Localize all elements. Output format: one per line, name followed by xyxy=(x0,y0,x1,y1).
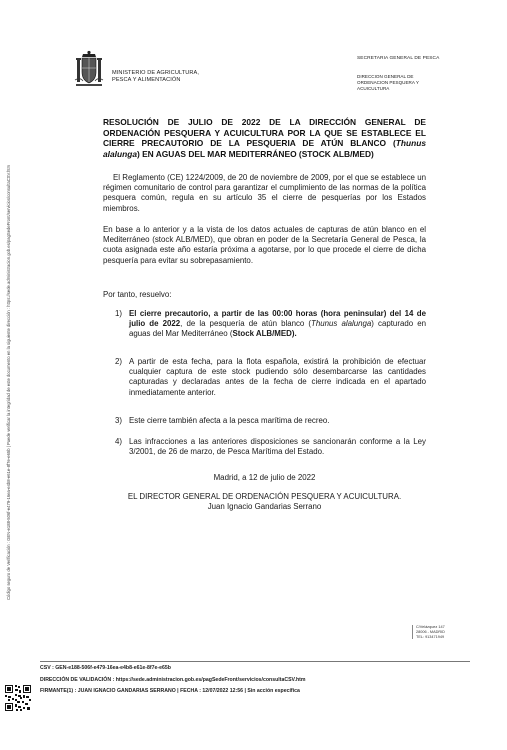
direccion-line-3: ACUICULTURA xyxy=(357,85,390,91)
title-part-1: RESOLUCIÓN DE JULIO DE 2022 DE LA DIRECCIÓN GENERAL DE ORDENACIÓN PESQUERA Y ACUICULTURA POR LA QUE SE ESTABLECE EL CIERRE PRECAUTORIO DE LA PESQUERIA DE ATÚN BLANCO ( xyxy=(103,117,426,149)
footer-validation-link[interactable]: DIRECCIÓN DE VALIDACIÓN : https://sede.administracion.gob.es/pagSedeFront/servicios/consultaCSV.htm xyxy=(40,677,306,683)
office-address xyxy=(412,625,476,639)
ministry-name xyxy=(112,70,242,84)
item-2-body: A partir de esta fecha, para la flota española, existirá la prohibición de efectuar cualquier captura de este stock pudiendo sólo desembarcarse las cantidades capturadas y declaradas antes de la fecha de cierre indicada en el apartado inmediatamente anterior. xyxy=(129,357,426,397)
coat-of-arms-icon xyxy=(74,50,104,90)
item-1-number: 1) xyxy=(115,309,123,318)
ministry-line-1: MINISTERIO DE AGRICULTURA, xyxy=(112,70,200,76)
item-3-body: Este cierre también afecta a la pesca marítima de recreo. xyxy=(129,416,330,425)
item-3-number: 3) xyxy=(115,416,123,425)
item-4-number: 4) xyxy=(115,437,123,446)
item-1-italic: Thunus alalunga xyxy=(311,319,372,329)
signer-name: Juan Ignacio Gandarias Serrano xyxy=(207,502,322,511)
direccion-line-2: ORDENACION PESQUERA Y xyxy=(357,79,419,85)
direccion-line-1: DIRECCION GENERAL DE xyxy=(357,74,414,79)
qr-code-icon xyxy=(4,684,32,712)
address-line-3: TEL: 913471949 xyxy=(416,634,445,639)
paragraph-resuelvo: Por tanto, resuelvo: xyxy=(103,290,172,299)
footer-divider xyxy=(40,661,470,662)
paragraph-reglamento: El Reglamento (CE) 1224/2009, de 20 de noviembre de 2009, por el que se establece un régimen comunitario de control para garantizar el cumplimiento de las normas de la política pesquera común, regula en su artículo 35 el cierre de pesquerías por los Estados miembros. xyxy=(103,173,426,213)
item-1-bold-end: Stock ALB/MED). xyxy=(232,329,297,339)
address-line-2: 28006 - MADRID xyxy=(416,629,445,634)
verification-side-text: Código seguro de Verificación : GEN-e188-506f-e479-16ea-e4b8-e61e-8f7e-e65b | Puede verificar la integridad de este documento en la siguiente dirección : https://sede.administracion.gob.es/pagSedeFront/servicios/consultaCSV.htm xyxy=(6,164,11,600)
item-4-body: Las infracciones a las anteriores disposiciones se sancionarán conforme a la Ley 3/2001, de 26 de marzo, de Pesca Marítima del Estado. xyxy=(129,437,426,457)
item-1-text-2: ) capturado en aguas del Mar Mediterráneo ( xyxy=(129,319,426,339)
resolution-title xyxy=(103,117,426,159)
signature-block xyxy=(103,492,426,512)
signer-role: EL DIRECTOR GENERAL DE ORDENACIÓN PESQUERA Y ACUICULTURA. xyxy=(127,492,402,501)
item-1-body xyxy=(129,309,426,340)
secretaria-heading: SECRETARIA GENERAL DE PESCA xyxy=(357,56,440,61)
place-date: Madrid, a 12 de julio de 2022 xyxy=(213,473,316,482)
item-1-bold-start: El cierre precautorio, a partir de las 00:00 horas (hora peninsular) del 14 de julio de 2022 xyxy=(129,309,426,329)
direccion-heading xyxy=(357,74,457,91)
paragraph-base: En base a lo anterior y a la vista de los datos actuales de capturas de atún blanco en el Mediterráneo (stock ALB/MED), que obran en poder de la Secretaría General de Pesca, la cuota asignada este año estaría próxima a agotarse, por lo que procede el cierre de dicha pesquería para evitar su sobrepasamiento. xyxy=(103,225,426,265)
ministry-line-2: PESCA Y ALIMENTACIÓN xyxy=(112,77,181,83)
address-line-1: C/Velázquez 147 xyxy=(416,625,445,629)
item-2-number: 2) xyxy=(115,357,123,366)
footer-signer: FIRMANTE(1) : JUAN IGNACIO GANDARIAS SERRANO | FECHA : 12/07/2022 12:56 | Sin acción específica xyxy=(40,688,300,694)
title-species-italic: Thunus alalunga xyxy=(103,138,426,159)
title-part-2: ) EN AGUAS DEL MAR MEDITERRÁNEO (STOCK ALB/MED) xyxy=(136,148,374,159)
footer-csv: CSV : GEN-e188-506f-e479-16ea-e4b8-e61e-8f7e-e65b xyxy=(40,665,171,671)
item-1-text-1: , de la pesquería de atún blanco ( xyxy=(180,319,312,329)
